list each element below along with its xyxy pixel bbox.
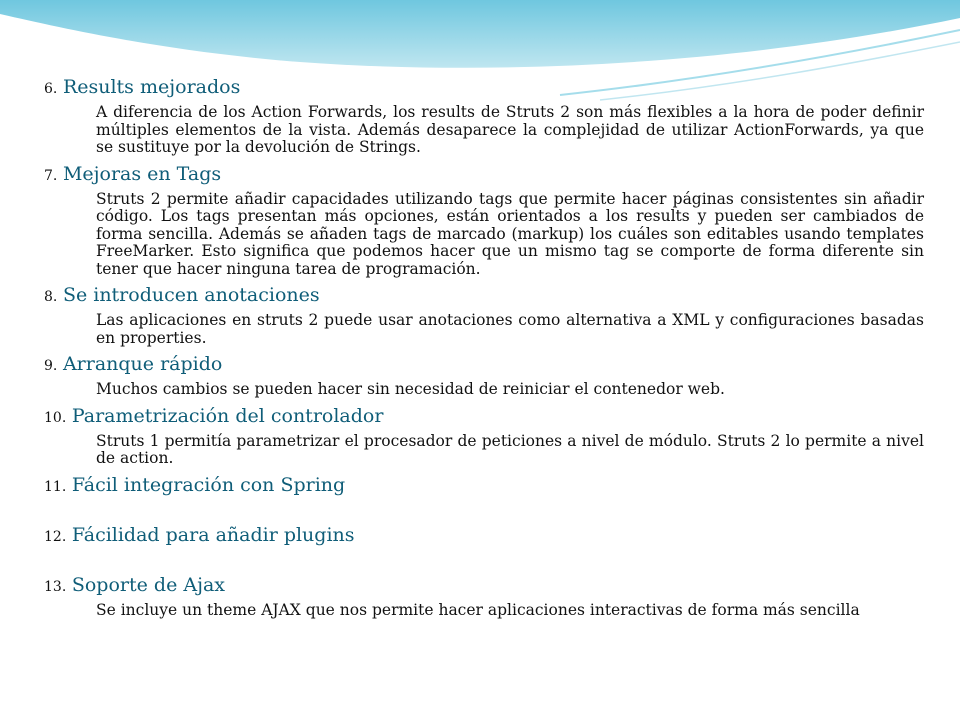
item-description: Se incluye un theme AJAX que nos permite hacer aplicaciones interactivas de forma más sencilla	[96, 600, 860, 619]
list-item	[44, 163, 924, 279]
list-item	[44, 76, 924, 157]
list-item	[44, 574, 924, 620]
item-number: 8.	[44, 289, 58, 305]
item-title: Se introducen anotaciones	[62, 284, 320, 306]
item-number: 10.	[44, 409, 67, 426]
item-number: 12.	[44, 528, 67, 545]
list-item	[44, 284, 924, 347]
item-heading	[44, 163, 924, 187]
item-number: 11.	[44, 478, 67, 495]
item-title: Arranque rápido	[62, 353, 223, 375]
item-description: Las aplicaciones en struts 2 puede usar anotaciones como alternativa a XML y configuraciones basadas en properties.	[96, 311, 924, 347]
item-number: 6.	[44, 81, 58, 97]
item-number: 13.	[44, 578, 67, 595]
item-description: Struts 2 permite añadir capacidades utilizando tags que permite hacer páginas consistentes sin añadir código. Los tags presentan más opciones, están orientados a los results y pueden ser cambiados de forma sencilla. Además se añaden tags de marcado (markup) los cuáles son editables usando templates FreeMarker. Esto significa que podemos hacer que un mismo tag se comporte de forma diferente sin tener que hacer ninguna tarea de programación.	[96, 189, 924, 278]
list-item	[44, 353, 924, 399]
item-description: Struts 1 permitía parametrizar el procesador de peticiones a nivel de módulo. Struts 2 lo permite a nivel de action.	[96, 431, 924, 467]
spacer	[44, 498, 924, 518]
item-title: Mejoras en Tags	[62, 162, 222, 185]
slide-content	[44, 76, 924, 625]
item-description: A diferencia de los Action Forwards, los results de Struts 2 son más flexibles a la hora de poder definir múltiples elementos de la vista. Además desaparece la complejidad de utilizar ActionForwards, ya que se sustituye por la devolución de Strings.	[96, 103, 924, 156]
item-title: Fácil integración con Spring	[71, 473, 346, 496]
list-item	[44, 474, 924, 518]
list-item	[44, 524, 924, 568]
item-number: 7.	[44, 167, 58, 184]
item-title: Results mejorados	[62, 76, 241, 98]
item-heading	[44, 353, 924, 377]
item-heading	[44, 284, 924, 308]
item-heading	[44, 524, 924, 548]
item-heading	[44, 574, 924, 598]
item-heading	[44, 76, 924, 100]
item-title: Fácilidad para añadir plugins	[71, 523, 355, 546]
item-title: Soporte de Ajax	[71, 573, 226, 596]
item-description: Muchos cambios se pueden hacer sin necesidad de reiniciar el contenedor web.	[96, 380, 725, 398]
spacer	[44, 548, 924, 568]
list-item	[44, 405, 924, 468]
item-heading	[44, 474, 924, 498]
item-number: 9.	[44, 358, 58, 374]
item-title: Parametrización del controlador	[71, 404, 384, 427]
item-heading	[44, 405, 924, 429]
